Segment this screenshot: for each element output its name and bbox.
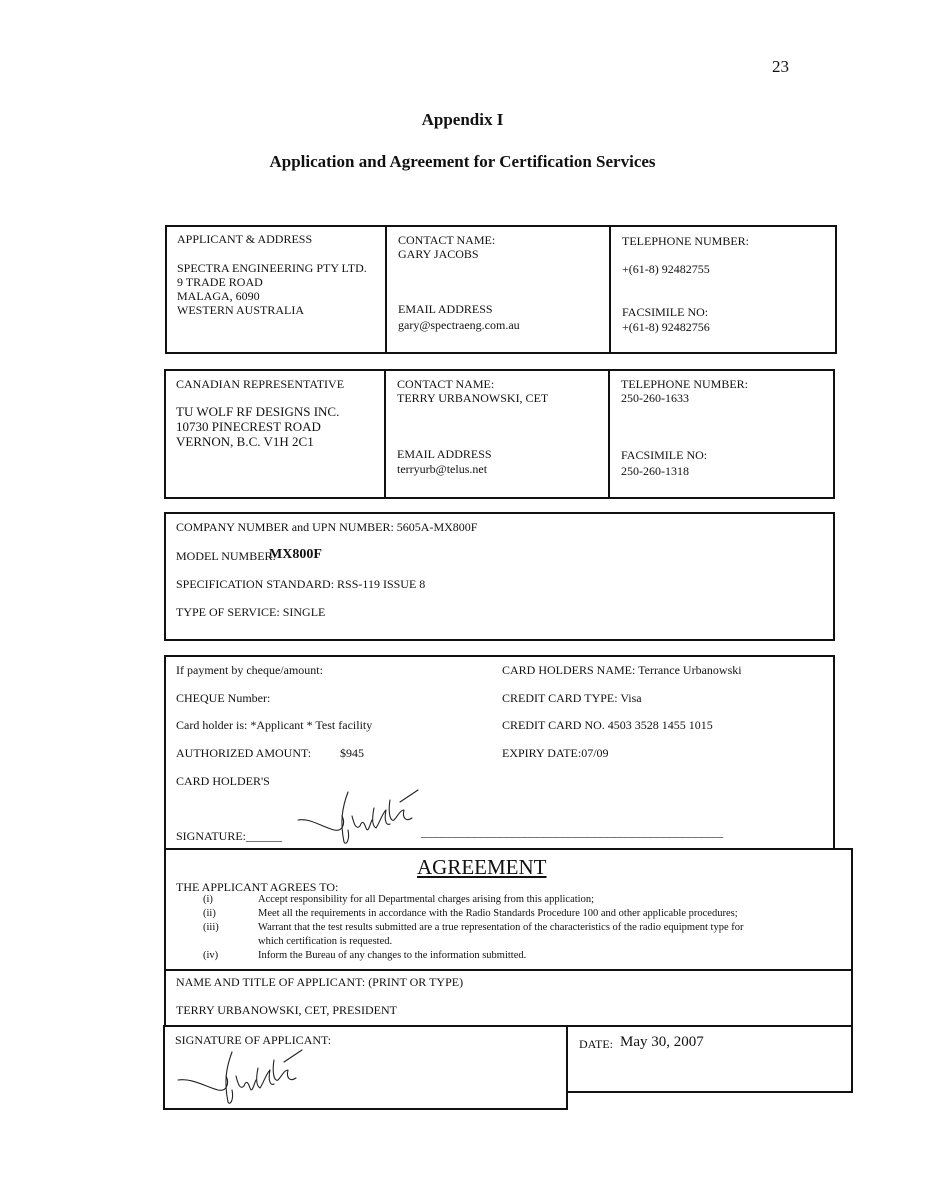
- name-title-value: TERRY URBANOWSKI, CET, PRESIDENT: [176, 1003, 398, 1017]
- agreement-item-number: (iv): [203, 950, 219, 961]
- credit-card-number: CREDIT CARD NO. 4503 3528 1455 1015: [502, 718, 713, 732]
- applicant-label: APPLICANT & ADDRESS: [177, 232, 313, 246]
- applicant-address-line: MALAGA, 6090: [177, 289, 260, 303]
- applicant-contact-label: CONTACT NAME:: [398, 233, 496, 247]
- authorized-amount: $945: [340, 746, 364, 760]
- agreement-item-text: Inform the Bureau of any changes to the information submitted.: [258, 950, 527, 961]
- applicant-signature: [168, 1040, 318, 1110]
- cheque-amount-label: If payment by cheque/amount:: [176, 663, 323, 677]
- applicant-email: gary@spectraeng.com.au: [398, 318, 520, 332]
- representative-tel: 250-260-1633: [621, 391, 689, 405]
- representative-contact-name: TERRY URBANOWSKI, CET: [397, 391, 549, 405]
- card-holder-label: CARD HOLDER'S: [176, 774, 270, 788]
- credit-card-type: CREDIT CARD TYPE: Visa: [502, 691, 642, 705]
- applicant-address-line: WESTERN AUSTRALIA: [177, 303, 304, 317]
- representative-address-line: VERNON, B.C. V1H 2C1: [176, 434, 314, 449]
- applicant-contact-name: GARY JACOBS: [398, 247, 479, 261]
- page-title: Application and Agreement for Certification Services: [269, 152, 656, 171]
- card-holder-name: CARD HOLDERS NAME: Terrance Urbanowski: [502, 663, 742, 677]
- agreement-heading: AGREEMENT: [417, 855, 547, 879]
- applicant-address-line: SPECTRA ENGINEERING PTY LTD.: [177, 261, 367, 275]
- applicant-tel-label: TELEPHONE NUMBER:: [622, 234, 749, 248]
- card-holder-signature: [290, 780, 430, 850]
- date-label: DATE:: [579, 1037, 613, 1051]
- representative-fax: 250-260-1318: [621, 464, 689, 478]
- representative-label: CANADIAN REPRESENTATIVE: [176, 377, 345, 391]
- agreement-item-number: (iii): [203, 922, 219, 933]
- card-holder-is: Card holder is: *Applicant * Test facility: [176, 718, 373, 732]
- date-box: [566, 1025, 853, 1093]
- cheque-number-label: CHEQUE Number:: [176, 691, 271, 705]
- applicant-fax: +(61-8) 92482756: [622, 320, 710, 334]
- appendix-title: Appendix I: [421, 110, 504, 129]
- representative-fax-label: FACSIMILE NO:: [621, 448, 708, 462]
- applicant-tel: +(61-8) 92482755: [622, 262, 710, 276]
- agreement-intro: THE APPLICANT AGREES TO:: [176, 880, 339, 894]
- applicant-email-label: EMAIL ADDRESS: [398, 302, 493, 316]
- page-number: 23: [772, 57, 789, 76]
- representative-address-line: 10730 PINECREST ROAD: [176, 419, 321, 434]
- agreement-item-text: Accept responsibility for all Departmental charges arising from this application;: [258, 894, 594, 905]
- service-line: TYPE OF SERVICE: SINGLE: [176, 605, 326, 619]
- representative-email: terryurb@telus.net: [397, 462, 488, 476]
- date-value: May 30, 2007: [620, 1034, 704, 1050]
- agreement-item-text: Warrant that the test results submitted are a true representation of the characteristics of the radio equipment type for: [258, 922, 744, 933]
- agreement-item-text: Meet all the requirements in accordance with the Radio Standards Procedure 100 and other applicable procedures;: [258, 908, 738, 919]
- company-number-line: COMPANY NUMBER and UPN NUMBER: 5605A-MX800F: [176, 520, 478, 534]
- agreement-item-number: (ii): [203, 908, 216, 919]
- representative-address-line: TU WOLF RF DESIGNS INC.: [176, 404, 340, 419]
- name-title-label: NAME AND TITLE OF APPLICANT: (PRINT OR TYPE): [176, 975, 464, 989]
- representative-tel-label: TELEPHONE NUMBER:: [621, 377, 748, 391]
- applicant-signature-label: SIGNATURE OF APPLICANT:: [175, 1033, 332, 1047]
- card-signature-label: SIGNATURE:______: [176, 829, 283, 843]
- representative-email-label: EMAIL ADDRESS: [397, 447, 492, 461]
- model-number-label: MODEL NUMBER:: [176, 549, 276, 563]
- model-number: MX800F: [269, 547, 322, 562]
- applicant-address-line: 9 TRADE ROAD: [177, 275, 263, 289]
- card-signature-line: ________________________________________________: [421, 825, 724, 839]
- agreement-item-number: (i): [203, 894, 213, 905]
- specification-line: SPECIFICATION STANDARD: RSS-119 ISSUE 8: [176, 577, 426, 591]
- representative-contact-label: CONTACT NAME:: [397, 377, 495, 391]
- agreement-item-text: which certification is requested.: [258, 936, 393, 947]
- authorized-amount-label: AUTHORIZED AMOUNT:: [176, 746, 312, 760]
- expiry-date: EXPIRY DATE:07/09: [502, 746, 609, 760]
- applicant-fax-label: FACSIMILE NO:: [622, 305, 709, 319]
